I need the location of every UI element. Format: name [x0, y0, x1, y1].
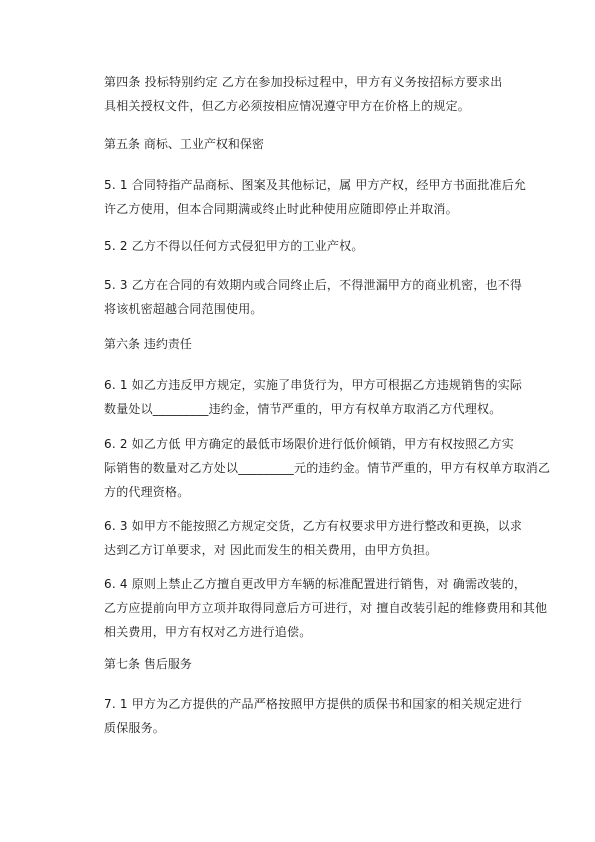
- text-line: 乙方应提前向甲方立项并取得同意后方可进行，对 擅自改装引起的维修费用和其他: [104, 601, 548, 615]
- text-line: 5. 2 乙方不得以任何方式侵犯甲方的工业产权。: [104, 239, 364, 253]
- text-line: 达到乙方订单要求，对 因此而发生的相关费用，由甲方负担。: [104, 543, 438, 557]
- clause-6-1: [104, 373, 524, 421]
- text-line: 第四条 投标特别约定 乙方在参加投标过程中，甲方有义务按招标方要求出: [104, 75, 503, 89]
- article-4-paragraph: [104, 70, 524, 118]
- article-7-heading: 第七条 售后服务: [104, 657, 192, 671]
- text-line: 6. 2 如乙方低 甲方确定的最低市场限价进行低价倾销，甲方有权按照乙方实: [104, 437, 514, 451]
- clause-6-2: [104, 432, 551, 504]
- text-line: 5. 1 合同特指产品商标、图案及其他标记，属 甲方产权，经甲方书面批准后允: [104, 178, 527, 192]
- text-line: 许乙方使用，但本合同期满或终止时此种使用应随即停止并取消。: [104, 202, 458, 216]
- clause-6-3: [104, 514, 524, 562]
- article-5-heading: 第五条 商标、工业产权和保密: [104, 137, 264, 151]
- text-line: 5. 3 乙方在合同的有效期内或合同终止后，不得泄漏甲方的商业机密，也不得: [104, 278, 523, 292]
- clause-5-2: [104, 234, 524, 258]
- text-line: 数量处以_________违约金，情节严重的，甲方有权单方取消乙方代理权。: [104, 402, 502, 416]
- text-line: 相关费用，甲方有权对乙方进行追偿。: [104, 625, 312, 639]
- text-line: 6. 4 原则上禁止乙方擅自更改甲方车辆的标准配置进行销售，对 确需改装的，: [104, 577, 527, 591]
- text-line: 际销售的数量对乙方处以_________元的违约金。情节严重的，甲方有权单方取消乙: [104, 461, 551, 475]
- clause-7-1: [104, 692, 524, 740]
- text-line: 方的代理资格。: [104, 485, 190, 499]
- text-line: 7. 1 甲方为乙方提供的产品严格按照甲方提供的质保书和国家的相关规定进行: [104, 697, 523, 711]
- clause-6-4: [104, 572, 548, 644]
- text-line: 6. 3 如甲方不能按照乙方规定交货，乙方有权要求甲方进行整改和更换，以求: [104, 519, 523, 533]
- text-line: 质保服务。: [104, 721, 166, 735]
- article-6-heading: 第六条 违约责任: [104, 337, 192, 351]
- clause-5-3: [104, 273, 524, 321]
- clause-5-1: [104, 173, 527, 221]
- text-line: 6. 1 如乙方违反甲方规定，实施了串货行为，甲方可根据乙方违规销售的实际: [104, 378, 523, 392]
- text-line: 将该机密超越合同范围使用。: [104, 302, 263, 316]
- text-line: 具相关授权文件，但乙方必须按相应情况遵守甲方在价格上的规定。: [104, 99, 471, 113]
